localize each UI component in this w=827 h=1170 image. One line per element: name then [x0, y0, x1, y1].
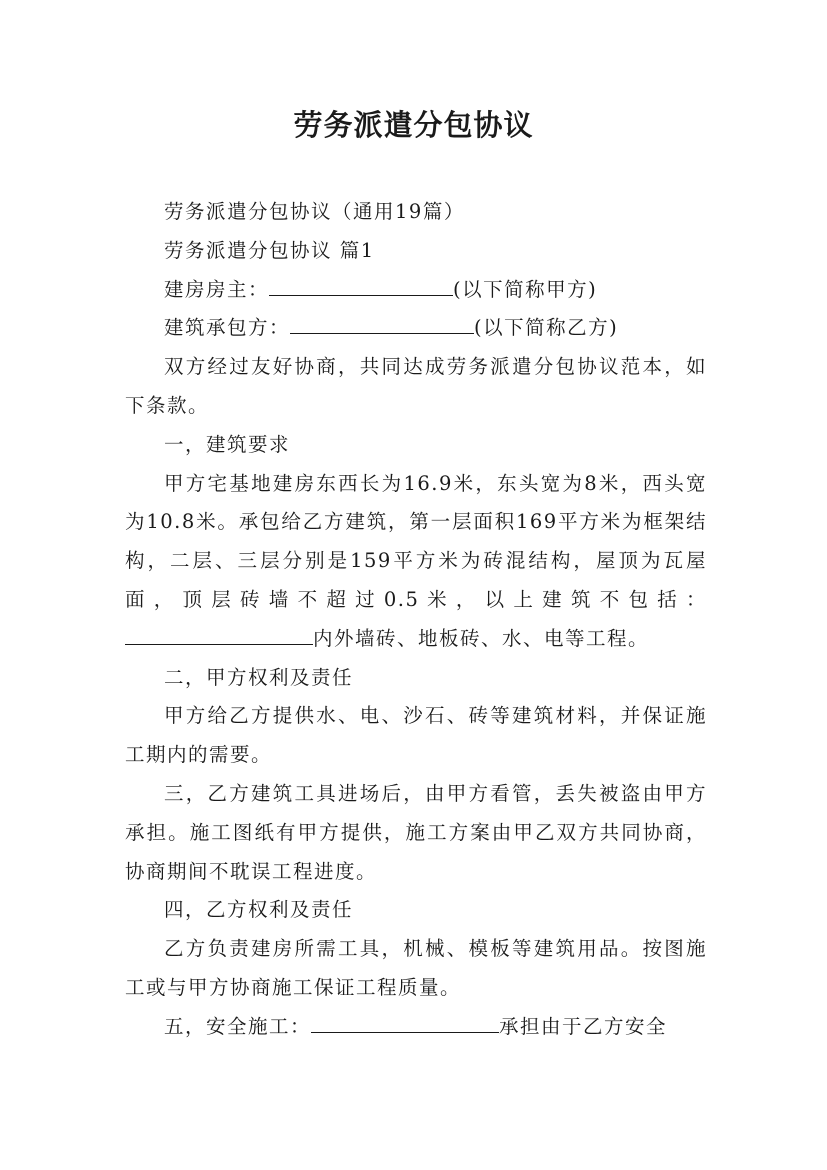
- intro-paragraph: 双方经过友好协商，共同达成劳务派遣分包协议范本，如下条款。: [125, 355, 707, 417]
- clause1-blank: [125, 625, 313, 645]
- clause1-paragraph: [125, 465, 707, 659]
- clause1-heading: 一，建筑要求: [164, 432, 291, 456]
- clause4-heading: 四，乙方权利及责任: [164, 898, 354, 922]
- owner-suffix: (以下简称甲方): [453, 277, 598, 301]
- clause2-paragraph: 甲方给乙方提供水、电、沙石、砖等建筑材料，并保证施工期内的需要。: [125, 704, 707, 767]
- clause5-label: 五，安全施工：: [164, 1014, 312, 1038]
- subtitle-paragraph: 劳务派遣分包协议（通用19篇）: [164, 200, 465, 223]
- clause5-paragraph: [125, 1008, 707, 1047]
- clause5-blank: [311, 1013, 499, 1033]
- clause2-heading: 二，甲方权利及责任: [164, 665, 354, 689]
- contractor-line: [125, 309, 707, 348]
- clause1-tail: 内外墙砖、地板砖、水、电等工程。: [313, 626, 650, 650]
- clause1-text: 甲方宅基地建房东西长为16.9米，东头宽为8米，西头宽为10.8米。承包给乙方建筑，第一层面积169平方米为框架结构，二层、三层分别是159平方米为砖混结构，屋顶为瓦屋面，顶层砖墙不超过0.5米，以上建筑不包括：: [125, 471, 707, 611]
- owner-line: [125, 271, 707, 310]
- contractor-blank: [290, 315, 474, 335]
- owner-blank: [269, 276, 453, 296]
- clause4-paragraph: 乙方负责建房所需工具，机械、模板等建筑用品。按图施工或与甲方协商施工保证工程质量。: [125, 937, 707, 999]
- document-body: [125, 193, 707, 1047]
- clause5-tail: 承担由于乙方安全: [499, 1014, 668, 1038]
- document-title: 劳务派遣分包协议: [293, 108, 534, 142]
- clause3-paragraph: 三，乙方建筑工具进场后，由甲方看管，丢失被盗由甲方承担。施工图纸有甲方提供，施工方案由甲乙双方共同协商，协商期间不耽误工程进度。: [125, 781, 707, 883]
- contractor-suffix: (以下简称乙方): [474, 316, 619, 340]
- owner-label: 建房房主：: [164, 277, 270, 301]
- section-heading: 劳务派遣分包协议 篇1: [164, 238, 375, 262]
- contractor-label: 建筑承包方：: [164, 316, 291, 340]
